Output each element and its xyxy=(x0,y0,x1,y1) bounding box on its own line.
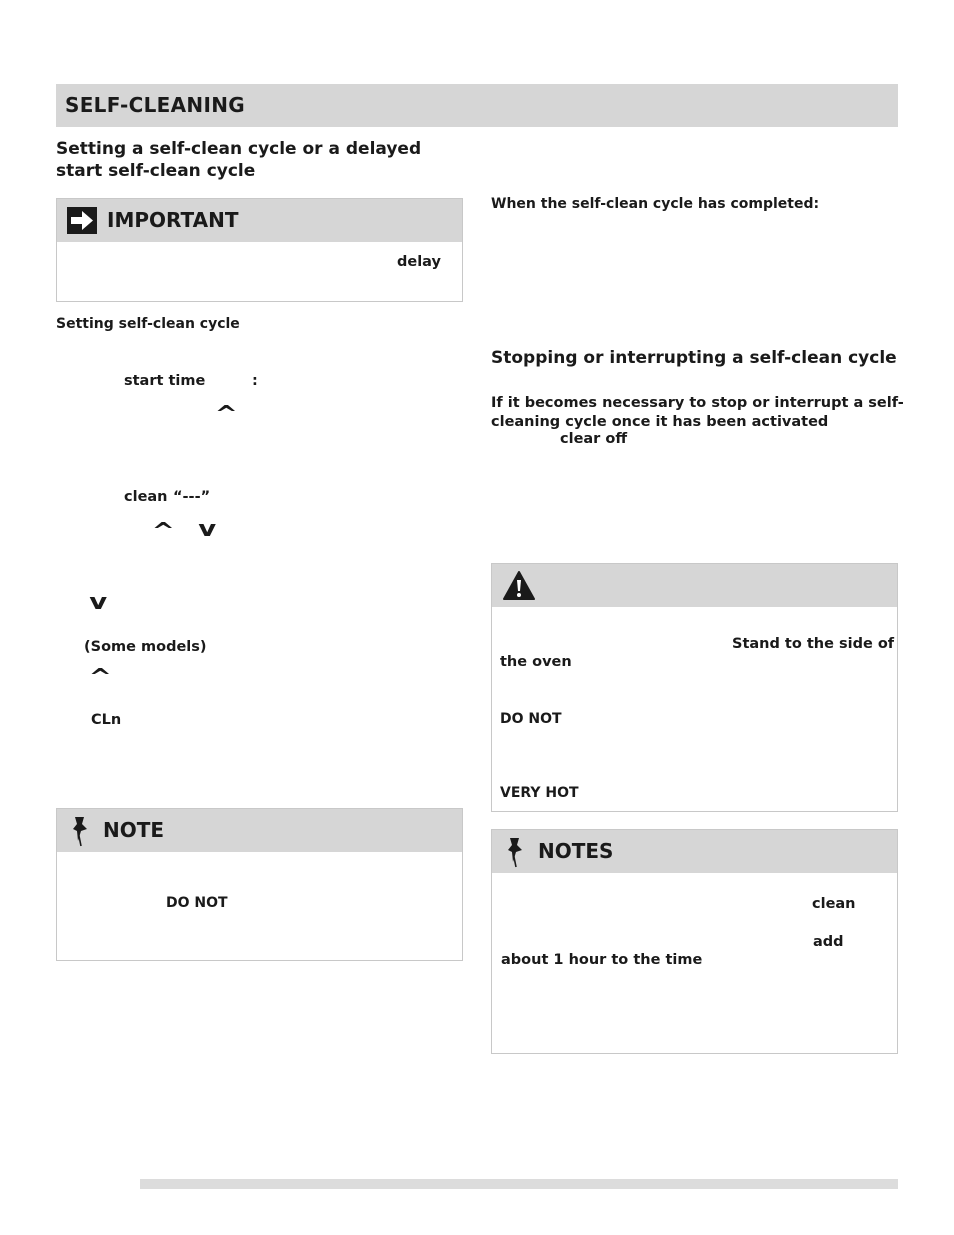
setting-label: Setting self-clean cycle xyxy=(56,316,240,332)
clean-label: clean xyxy=(124,489,168,505)
important-header xyxy=(57,199,462,242)
note-box xyxy=(56,808,463,961)
note-header xyxy=(57,809,462,852)
note-do-not: DO NOT xyxy=(166,895,228,911)
cln-display: CLn xyxy=(91,712,122,728)
section-banner xyxy=(56,84,898,127)
important-keyword: delay xyxy=(397,254,441,270)
note-title: NOTE xyxy=(103,818,165,842)
notes-box xyxy=(491,829,898,1054)
up-arrow-icon: ^ xyxy=(88,665,112,690)
very-hot-text: VERY HOT xyxy=(500,785,579,801)
completed-label: When the self-clean cycle has completed: xyxy=(491,196,820,212)
colon: : xyxy=(252,373,258,389)
notes-header xyxy=(492,830,897,873)
footer-rule xyxy=(140,1179,898,1189)
notes-about: about 1 hour to the time xyxy=(501,952,703,968)
down-arrow-icon: v xyxy=(198,517,217,542)
subheading-line-1: Setting a self-clean cycle or a delayed xyxy=(56,139,422,159)
stand-side-text: Stand to the side of xyxy=(732,636,895,652)
pushpin-icon xyxy=(71,815,91,847)
notes-title: NOTES xyxy=(538,839,614,863)
section-title: SELF-CLEANING xyxy=(65,93,245,117)
notes-add: add xyxy=(813,934,844,950)
the-oven-text: the oven xyxy=(500,654,572,670)
important-box xyxy=(56,198,463,302)
warning-header xyxy=(492,564,897,607)
start-time-label: start time xyxy=(124,373,206,389)
warning-triangle-icon xyxy=(502,570,536,601)
interrupt-line-1: If it becomes necessary to stop or interrupt a self- xyxy=(491,395,904,411)
warning-box xyxy=(491,563,898,812)
pushpin-icon xyxy=(506,836,526,868)
up-arrow-icon: ^ xyxy=(214,402,238,427)
arrow-right-icon xyxy=(67,207,97,234)
warning-do-not: DO NOT xyxy=(500,711,562,727)
important-title: IMPORTANT xyxy=(107,208,239,232)
clear-off-label: clear off xyxy=(560,431,628,447)
interrupt-text xyxy=(491,394,904,432)
subheading xyxy=(56,138,421,182)
dashes-display: “---” xyxy=(173,489,211,505)
down-arrow-icon: v xyxy=(89,590,108,615)
some-models-label: (Some models) xyxy=(84,639,207,655)
notes-clean: clean xyxy=(812,896,856,912)
stopping-heading: Stopping or interrupting a self-clean cycle xyxy=(491,348,897,368)
subheading-line-2: start self-clean cycle xyxy=(56,161,256,181)
interrupt-line-2: cleaning cycle once it has been activated xyxy=(491,414,829,430)
up-arrow-icon: ^ xyxy=(151,519,175,544)
